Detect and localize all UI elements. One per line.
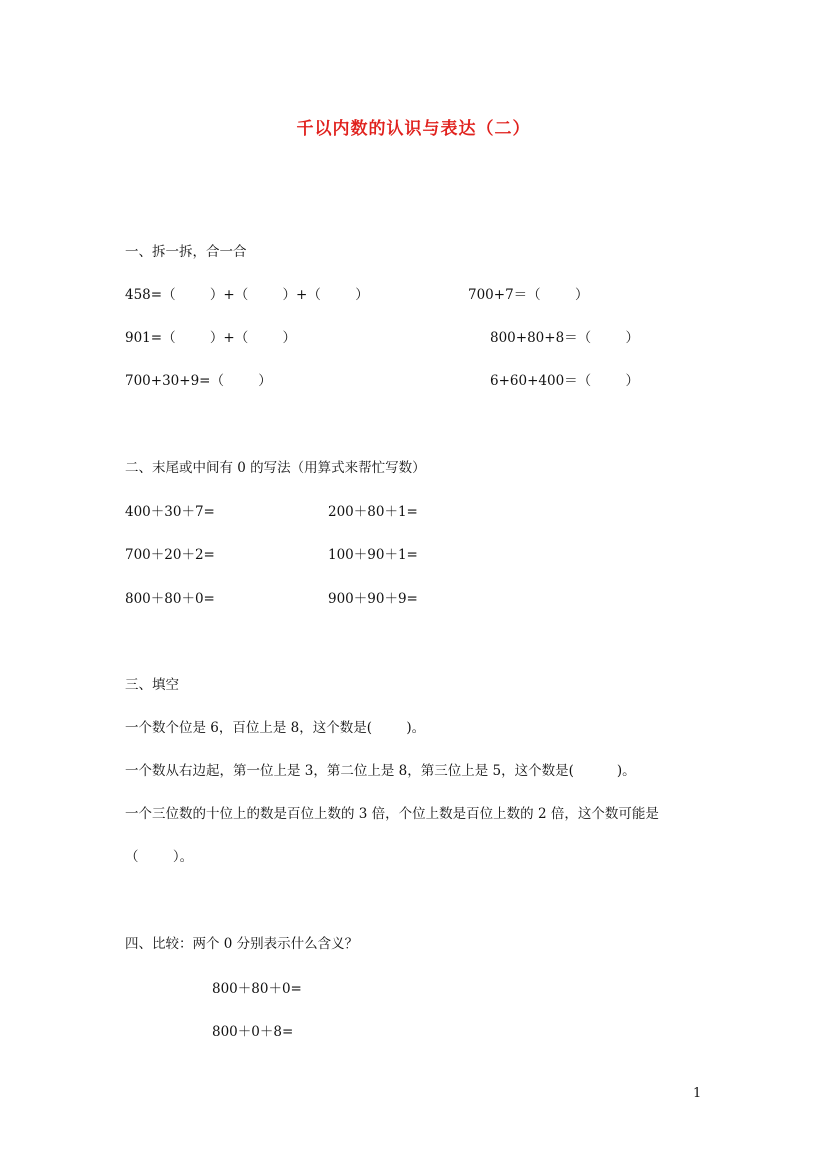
section4-equation1: 800＋80＋0= bbox=[212, 981, 302, 997]
section1-heading: 一、拆一拆，合一合 bbox=[125, 244, 247, 260]
section4-heading: 四、比较：两个 0 分别表示什么含义？ bbox=[125, 936, 359, 952]
section2-row1-left: 400＋30＋7= bbox=[125, 504, 215, 520]
section1-row1-right: 700+7＝（ ） bbox=[468, 287, 589, 303]
page-title: 千以内数的认识与表达（二） bbox=[296, 119, 531, 139]
section4-equation2: 800＋0＋8= bbox=[212, 1024, 294, 1040]
section1-row3-left: 700+30+9=（ ） bbox=[125, 373, 272, 389]
section1-row3-right: 6+60+400＝（ ） bbox=[490, 373, 639, 389]
section2-row3-left: 800＋80＋0= bbox=[125, 591, 215, 607]
section3-question2: 一个数从右边起，第一位上是 3，第二位上是 8，第三位上是 5，这个数是( )。 bbox=[125, 763, 636, 779]
section3-question3-answer: （ ）。 bbox=[125, 849, 194, 865]
section3-question1: 一个数个位是 6，百位上是 8，这个数是( )。 bbox=[125, 720, 426, 736]
section1-row2-right: 800+80+8＝（ ） bbox=[490, 330, 639, 346]
section2-row3-right: 900＋90＋9= bbox=[328, 591, 418, 607]
section2-row2-right: 100＋90＋1= bbox=[328, 547, 418, 563]
section3-question3: 一个三位数的十位上的数是百位上数的 3 倍，个位上数是百位上数的 2 倍，这个数可能是 bbox=[125, 806, 659, 822]
section2-row1-right: 200＋80＋1= bbox=[328, 504, 418, 520]
section2-heading: 二、末尾或中间有 0 的写法（用算式来帮忙写数） bbox=[125, 460, 426, 476]
section3-heading: 三、填空 bbox=[125, 677, 179, 693]
section1-row1-left: 458=（ ）+（ ）+（ ） bbox=[125, 287, 369, 303]
section1-row2-left: 901=（ ）+（ ） bbox=[125, 330, 297, 346]
page-number: 1 bbox=[693, 1086, 702, 1101]
section2-row2-left: 700＋20＋2= bbox=[125, 547, 215, 563]
